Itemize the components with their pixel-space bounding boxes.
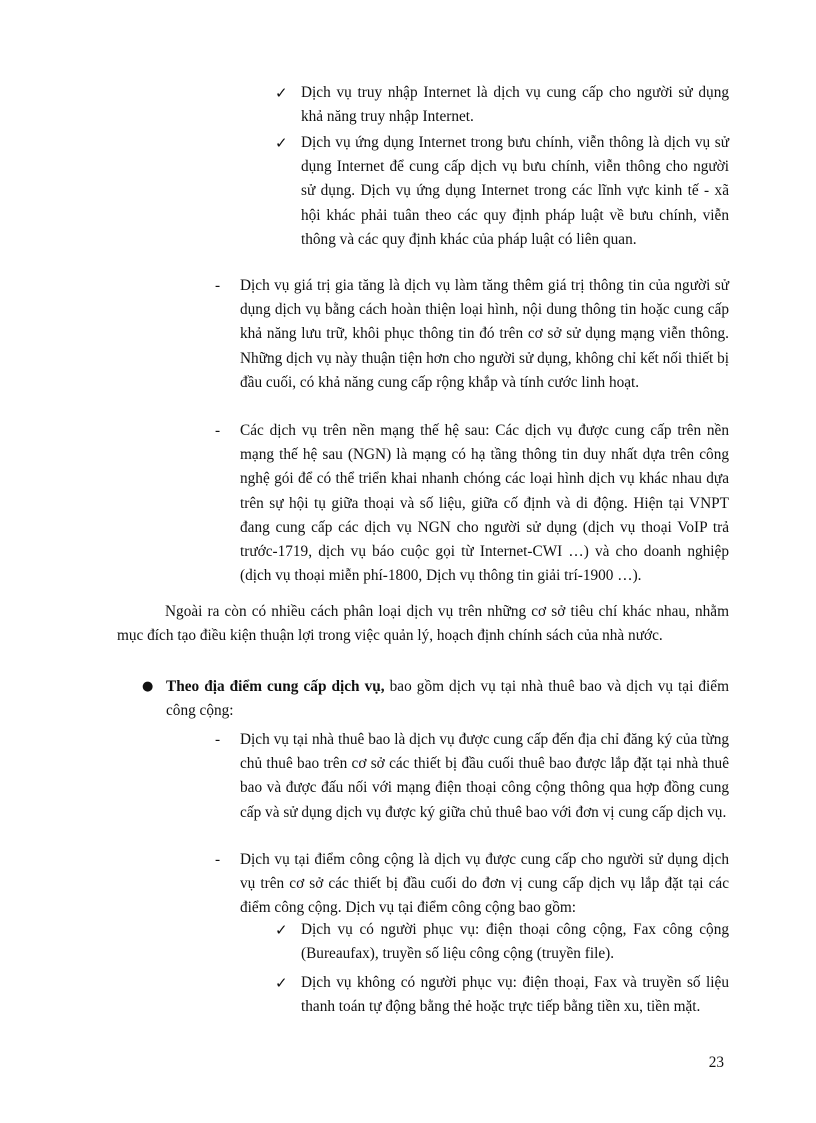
dash-item-subscriber-home: Dịch vụ tại nhà thuê bao là dịch vụ được cung cấp đến địa chỉ đăng ký của từng chủ thuê bao trên cơ sở các thiết bị đầu cuối thuê bao được lắp đặt tại nhà thuê bao và được đấu nối với mạng điện thoại công cộng thông qua hợp đồng cung cấp và sử dụng dịch vụ được ký giữa chủ thuê bao với đơn vị cung cấp dịch vụ. — [240, 731, 729, 821]
dash-marker: - — [215, 851, 221, 868]
bullet-item-by-location — [166, 675, 729, 723]
dash-marker: - — [215, 422, 221, 439]
bullet-text: bao gồm dịch vụ tại nhà thuê bao và dịch vụ tại điểm công cộng: — [166, 678, 729, 720]
checkmark-icon: ✓ — [275, 134, 288, 152]
bullet-heading: Theo địa điểm cung cấp dịch vụ, — [166, 678, 385, 695]
body-paragraph: Ngoài ra còn có nhiều cách phân loại dịch vụ trên những cơ sở tiêu chí khác nhau, nhằm mục đích tạo điều kiện thuận lợi trong việc quản lý, hoạch định chính sách của nhà nước. — [117, 603, 729, 645]
bullet-icon: ● — [142, 679, 154, 694]
dash-item-ngn-services: Các dịch vụ trên nền mạng thế hệ sau: Các dịch vụ được cung cấp trên nền mạng thế hệ sau (NGN) là mạng có hạ tầng thông tin duy nhất dựa trên công nghệ gói để có thể triển khai nhanh chóng các loại hình dịch vụ khác nhau dựa trên sự hội tụ giữa thoại và số liệu, giữa cố định và di động. Hiện tại VNPT đang cung cấp các dịch vụ NGN cho người sử dụng (dịch vụ thoại VoIP trả trước-1719, dịch vụ báo cuộc gọi từ Internet-CWI …) và cho doanh nghiệp (dịch vụ thoại miễn phí-1800, Dịch vụ thông tin giải trí-1900 …). — [240, 422, 729, 585]
check-item-unattended-service: Dịch vụ không có người phục vụ: điện thoại, Fax và truyền số liệu thanh toán tự động bằng thẻ hoặc trực tiếp bằng tiền xu, tiền mặt. — [301, 974, 729, 1016]
checkmark-icon: ✓ — [275, 84, 288, 102]
dash-item-public-points: Dịch vụ tại điểm công cộng là dịch vụ được cung cấp cho người sử dụng dịch vụ trên cơ sở các thiết bị đầu cuối do đơn vị cung cấp dịch vụ lắp đặt tại các điểm công cộng. Dịch vụ tại điểm công cộng bao gồm: — [240, 851, 729, 917]
check-item-internet-access: Dịch vụ truy nhập Internet là dịch vụ cung cấp cho người sử dụng khả năng truy nhập Internet. — [301, 84, 729, 126]
dash-marker: - — [215, 277, 221, 294]
dash-marker: - — [215, 731, 221, 748]
checkmark-icon: ✓ — [275, 974, 288, 992]
check-item-internet-application: Dịch vụ ứng dụng Internet trong bưu chính, viễn thông là dịch vụ sử dụng Internet để cung cấp dịch vụ bưu chính, viễn thông cho người sử dụng. Dịch vụ ứng dụng Internet trong các lĩnh vực kinh tế - xã hội khác phải tuân theo các quy định pháp luật về bưu chính, viễn thông và các quy định khác của pháp luật có liên quan. — [301, 134, 729, 248]
dash-item-value-added-service: Dịch vụ giá trị gia tăng là dịch vụ làm tăng thêm giá trị thông tin của người sử dụng dịch vụ bằng cách hoàn thiện loại hình, nội dung thông tin hoặc cung cấp khả năng lưu trữ, khôi phục thông tin đó trên cơ sở sử dụng mạng viễn thông. Những dịch vụ này thuận tiện hơn cho người sử dụng, không chỉ kết nối thiết bị đầu cuối, có khả năng cung cấp rộng khắp và tính cước linh hoạt. — [240, 277, 729, 391]
page-number: 23 — [708, 1054, 724, 1071]
checkmark-icon: ✓ — [275, 921, 288, 939]
check-item-attended-service: Dịch vụ có người phục vụ: điện thoại công cộng, Fax công cộng (Bureaufax), truyền số liệu công cộng (truyền file). — [301, 921, 729, 963]
